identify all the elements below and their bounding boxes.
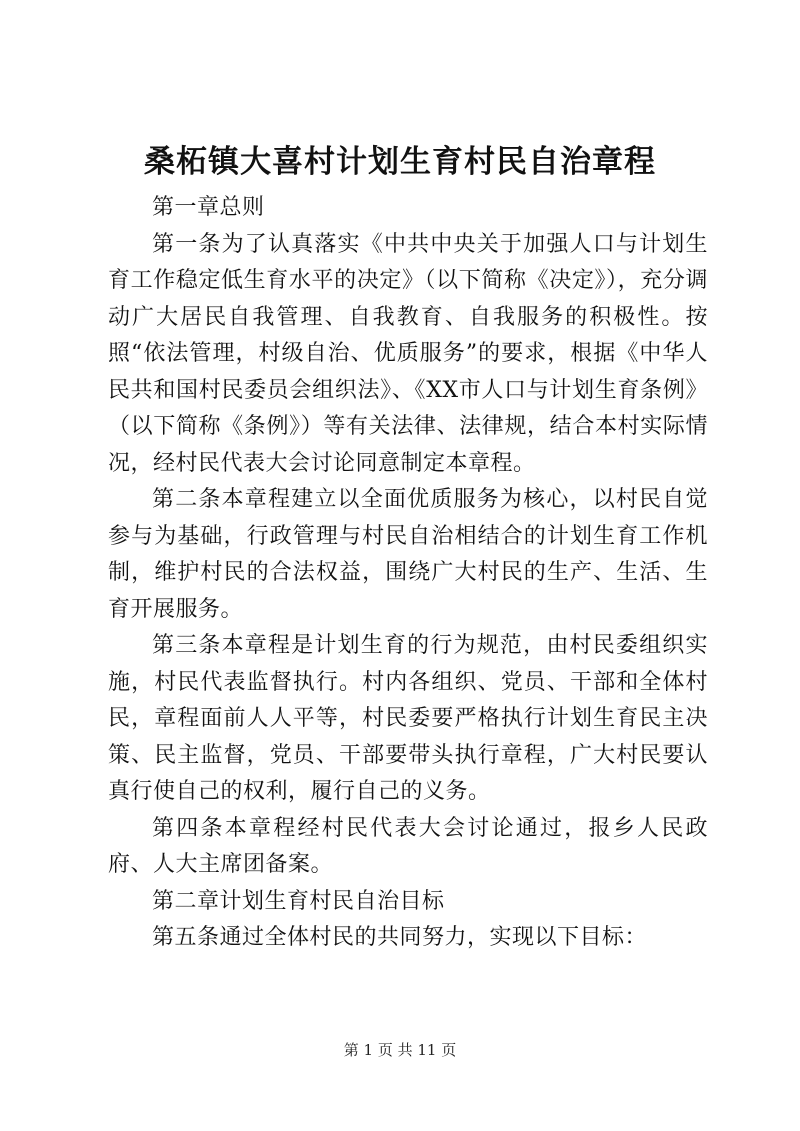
document-body xyxy=(108,190,708,957)
page-title: 桑柘镇大喜村计划生育村民自治章程 xyxy=(144,144,656,180)
article-paragraph: 第四条本章程经村民代表大会讨论通过，报乡人民政府、人大主席团备案。 xyxy=(108,815,708,877)
article-paragraph: 第五条通过全体村民的共同努力，实现以下目标： xyxy=(152,925,648,950)
article-paragraph: 第三条本章程是计划生育的行为规范，由村民委组织实施，村民代表监督执行。村内各组织、党员、干部和全体村民，章程面前人人平等，村民委要严格执行计划生育民主决策、民主监督，党员、干部要带头执行章程，广大村民要认真行使自己的权利，履行自己的义务。 xyxy=(108,633,708,804)
chapter-heading: 第二章计划生育村民自治目标 xyxy=(152,888,445,914)
page-footer: 第 1 页 共 11 页 xyxy=(343,1041,457,1059)
article-paragraph: 第二条本章程建立以全面优质服务为核心，以村民自觉参与为基础，行政管理与村民自治相结合的计划生育工作机制，维护村民的合法权益，围绕广大村民的生产、生活、生育开展服务。 xyxy=(108,487,708,622)
chapter-heading: 第一章总则 xyxy=(152,195,265,220)
article-paragraph: 第一条为了认真落实《中共中央关于加强人口与计划生育工作稳定低生育水平的决定》（以下简称《决定》），充分调动广大居民自我管理、自我教育、自我服务的积极性。按照“依法管理，村级自治、优质服务”的要求，根据《中华人民共和国村民委员会组织法》、《XX市人口与计划生育条例》（以下简称《条例》）等有关法律、法律规，结合本村实际情况，经村民代表大会讨论同意制定本章程。 xyxy=(108,231,708,476)
